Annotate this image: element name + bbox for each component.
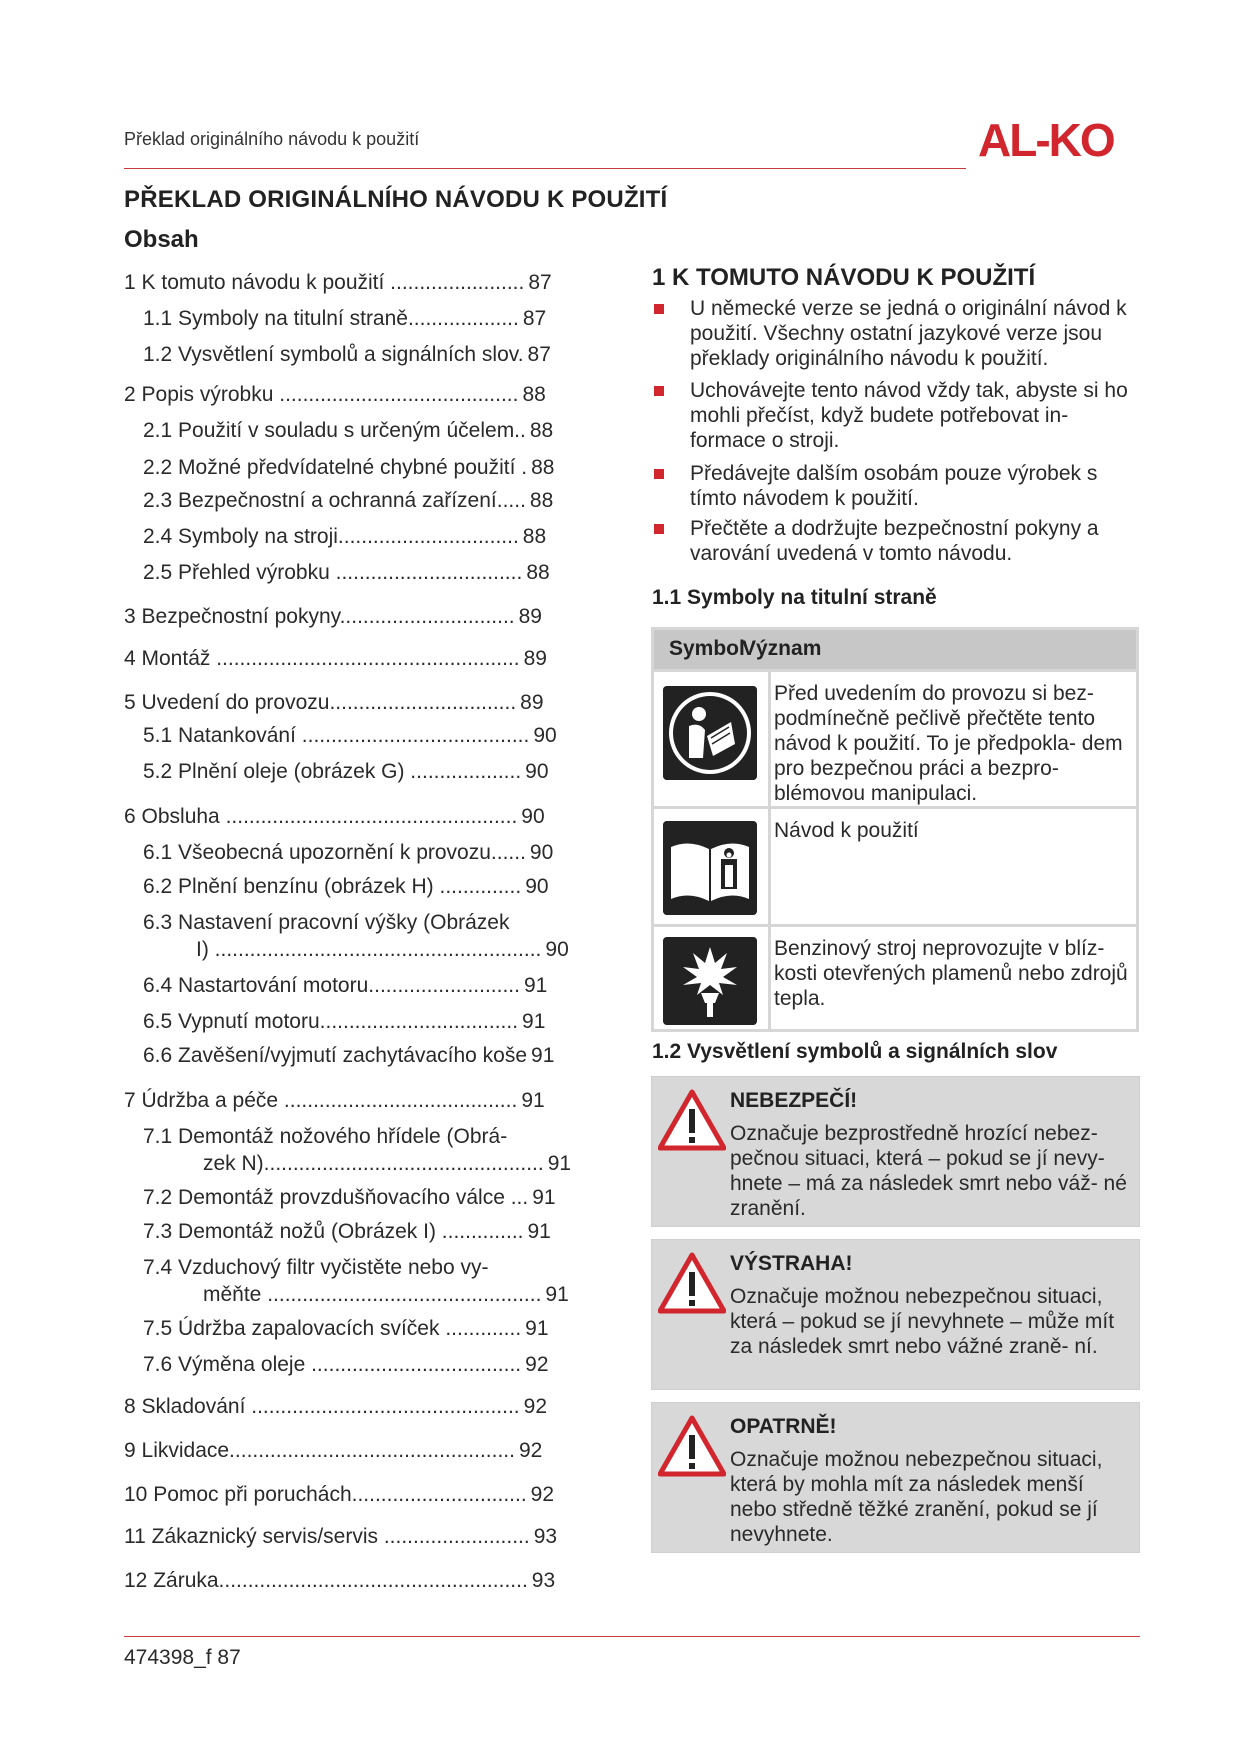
- table-row: [654, 806, 1136, 927]
- warning-text: Označuje možnou nebezpečnou situaci, která – pokud se jí nevyhnete – může mít za následek smrt nebo vážné zraně- ní.: [730, 1285, 1115, 1358]
- read-manual-icon: [663, 686, 757, 780]
- toc-entry[interactable]: 7 Údržba a péče ........................................ 91: [124, 1089, 545, 1112]
- toc-entry[interactable]: 6.2 Plnění benzínu (obrázek H) .............. 90: [143, 875, 549, 898]
- toc-entry[interactable]: 6.4 Nastartování motoru.......................... 91: [143, 974, 548, 997]
- symbol-meaning: Před uvedením do provozu si bez- podmínečně pečlivě přečtěte tento návod k použití. To je předpokla- dem pro bezpečnou práci a bezpro- blémovou manipulaci.: [774, 682, 1123, 805]
- bullet-item: Předávejte dalším osobám pouze výrobek s tímto návodem k použití.: [654, 461, 1132, 511]
- toc-entry[interactable]: 6.1 Všeobecná upozornění k provozu...... 90: [143, 841, 554, 864]
- fire-hazard-icon: [663, 937, 757, 1025]
- toc-entry[interactable]: 2 Popis výrobku ......................................... 88: [124, 383, 546, 406]
- danger-box: [651, 1076, 1140, 1227]
- alko-logo: [978, 116, 1138, 162]
- toc-entry[interactable]: 12 Záruka..................................................... 93: [124, 1569, 556, 1592]
- section-1-heading: 1 K TOMUTO NÁVODU K POUŽITÍ: [652, 264, 1036, 291]
- toc-entry[interactable]: 6.5 Vypnutí motoru.................................. 91: [143, 1010, 546, 1033]
- toc-entry[interactable]: 7.6 Výměna oleje .................................... 92: [143, 1353, 549, 1376]
- header-subtitle: Překlad originálního návodu k použití: [124, 129, 420, 149]
- toc-heading: Obsah: [124, 226, 199, 253]
- toc-entry[interactable]: 7.2 Demontáž provzdušňovacího válce ... 91: [143, 1186, 556, 1209]
- toc-entry[interactable]: 2.5 Přehled výrobku ................................ 88: [143, 561, 550, 584]
- footer-divider: [124, 1636, 1140, 1637]
- symbol-table-header: [654, 630, 1136, 669]
- symbol-meaning: Benzinový stroj neprovozujte v blíz- kosti otevřených plamenů nebo zdrojů tepla.: [774, 937, 1128, 1010]
- toc-entry[interactable]: 5.2 Plnění oleje (obrázek G) ................... 90: [143, 760, 549, 783]
- bullet-square-icon: [654, 386, 664, 396]
- bullet-item: U německé verze se jedná o originální návod k použití. Všechny ostatní jazykové verze jsou překlady originálního návodu k použití.: [654, 296, 1132, 371]
- col-header-meaning: Význam: [742, 637, 822, 660]
- symbol-table: [651, 627, 1139, 1032]
- warning-triangle-icon: [658, 1089, 726, 1151]
- table-row: [654, 669, 1136, 809]
- header-divider: [124, 168, 966, 169]
- danger-title: NEBEZPEČÍ!: [730, 1089, 858, 1112]
- section-1-2-heading: 1.2 Vysvětlení symbolů a signálních slov: [652, 1040, 1058, 1063]
- toc-entry[interactable]: 1.1 Symboly na titulní straně................... 87: [143, 307, 547, 330]
- svg-text:AL-KO: AL-KO: [978, 116, 1114, 162]
- toc-entry[interactable]: 6.3 Nastavení pracovní výšky (Obrázek: [143, 911, 510, 934]
- toc-entry[interactable]: 5.1 Natankování ....................................... 90: [143, 724, 557, 747]
- toc-entry[interactable]: 4 Montáž .................................................... 89: [124, 647, 547, 670]
- toc-entry[interactable]: 2.1 Použití v souladu s určeným účelem.. 88: [143, 419, 554, 442]
- toc-entry[interactable]: 2.2 Možné předvídatelné chybné použití . 88: [143, 456, 555, 479]
- manual-info-icon: [663, 821, 757, 915]
- warning-box: [651, 1239, 1140, 1390]
- toc-entry[interactable]: 7.4 Vzduchový filtr vyčistěte nebo vy-: [143, 1256, 489, 1279]
- warning-title: VÝSTRAHA!: [730, 1252, 853, 1275]
- toc-entry[interactable]: 5 Uvedení do provozu................................ 89: [124, 691, 544, 714]
- toc-entry[interactable]: 7.5 Údržba zapalovacích svíček ............. 91: [143, 1317, 549, 1340]
- toc-entry[interactable]: 1.2 Vysvětlení symbolů a signálních slov. 87: [143, 343, 551, 366]
- symbol-meaning: Návod k použití: [774, 819, 919, 842]
- col-header-symbol: Symbol: [669, 637, 745, 660]
- toc-entry[interactable]: 7.3 Demontáž nožů (Obrázek I) .............. 91: [143, 1220, 551, 1243]
- caution-box: [651, 1402, 1140, 1553]
- toc-entry[interactable]: 11 Zákaznický servis/servis ......................... 93: [124, 1525, 558, 1548]
- page-title: PŘEKLAD ORIGINÁLNÍHO NÁVODU K POUŽITÍ: [124, 186, 668, 213]
- bullet-item: Uchovávejte tento návod vždy tak, abyste si ho mohli přečíst, když budete potřebovat in- formace o stroji.: [654, 378, 1132, 453]
- caution-title: OPATRNĚ!: [730, 1415, 837, 1438]
- toc-entry[interactable]: 9 Likvidace................................................. 92: [124, 1439, 543, 1462]
- toc-entry[interactable]: 3 Bezpečnostní pokyny.............................. 89: [124, 605, 542, 628]
- footer-page-number: 474398_f 87: [124, 1646, 241, 1669]
- warning-triangle-icon: [658, 1252, 726, 1314]
- toc-entry[interactable]: 2.3 Bezpečnostní a ochranná zařízení..... 88: [143, 489, 554, 512]
- warning-triangle-icon: [658, 1415, 726, 1477]
- toc-entry-continuation[interactable]: měňte ............................................... 91: [203, 1283, 569, 1306]
- toc-entry[interactable]: 2.4 Symboly na stroji............................... 88: [143, 525, 547, 548]
- caution-text: Označuje možnou nebezpečnou situaci, která by mohla mít za následek menší nebo středně těžké zranění, pokud se jí nevyhnete.: [730, 1448, 1103, 1546]
- toc-entry[interactable]: 6.6 Zavěšení/vyjmutí zachytávacího koše 91: [143, 1044, 555, 1067]
- bullet-square-icon: [654, 304, 664, 314]
- bullet-item: Přečtěte a dodržujte bezpečnostní pokyny a varování uvedená v tomto návodu.: [654, 516, 1132, 566]
- toc-entry-continuation[interactable]: zek N)................................................ 91: [203, 1152, 572, 1175]
- bullet-square-icon: [654, 524, 664, 534]
- bullet-square-icon: [654, 469, 664, 479]
- danger-text: Označuje bezprostředně hrozící nebez- pečnou situaci, která – pokud se jí nevy- hnete – má za následek smrt nebo váž- né zranění.: [730, 1122, 1127, 1220]
- table-row: [654, 924, 1136, 1032]
- toc-entry[interactable]: 1 K tomuto návodu k použití ....................... 87: [124, 271, 552, 294]
- toc-entry[interactable]: 6 Obsluha .................................................. 90: [124, 805, 545, 828]
- toc-entry-continuation[interactable]: I) ........................................................ 90: [196, 938, 569, 961]
- toc-entry[interactable]: 8 Skladování .............................................. 92: [124, 1395, 547, 1418]
- toc-entry[interactable]: 7.1 Demontáž nožového hřídele (Obrá-: [143, 1125, 508, 1148]
- section-1-1-heading: 1.1 Symboly na titulní straně: [652, 586, 937, 609]
- toc-entry[interactable]: 10 Pomoc při poruchách.............................. 92: [124, 1483, 555, 1506]
